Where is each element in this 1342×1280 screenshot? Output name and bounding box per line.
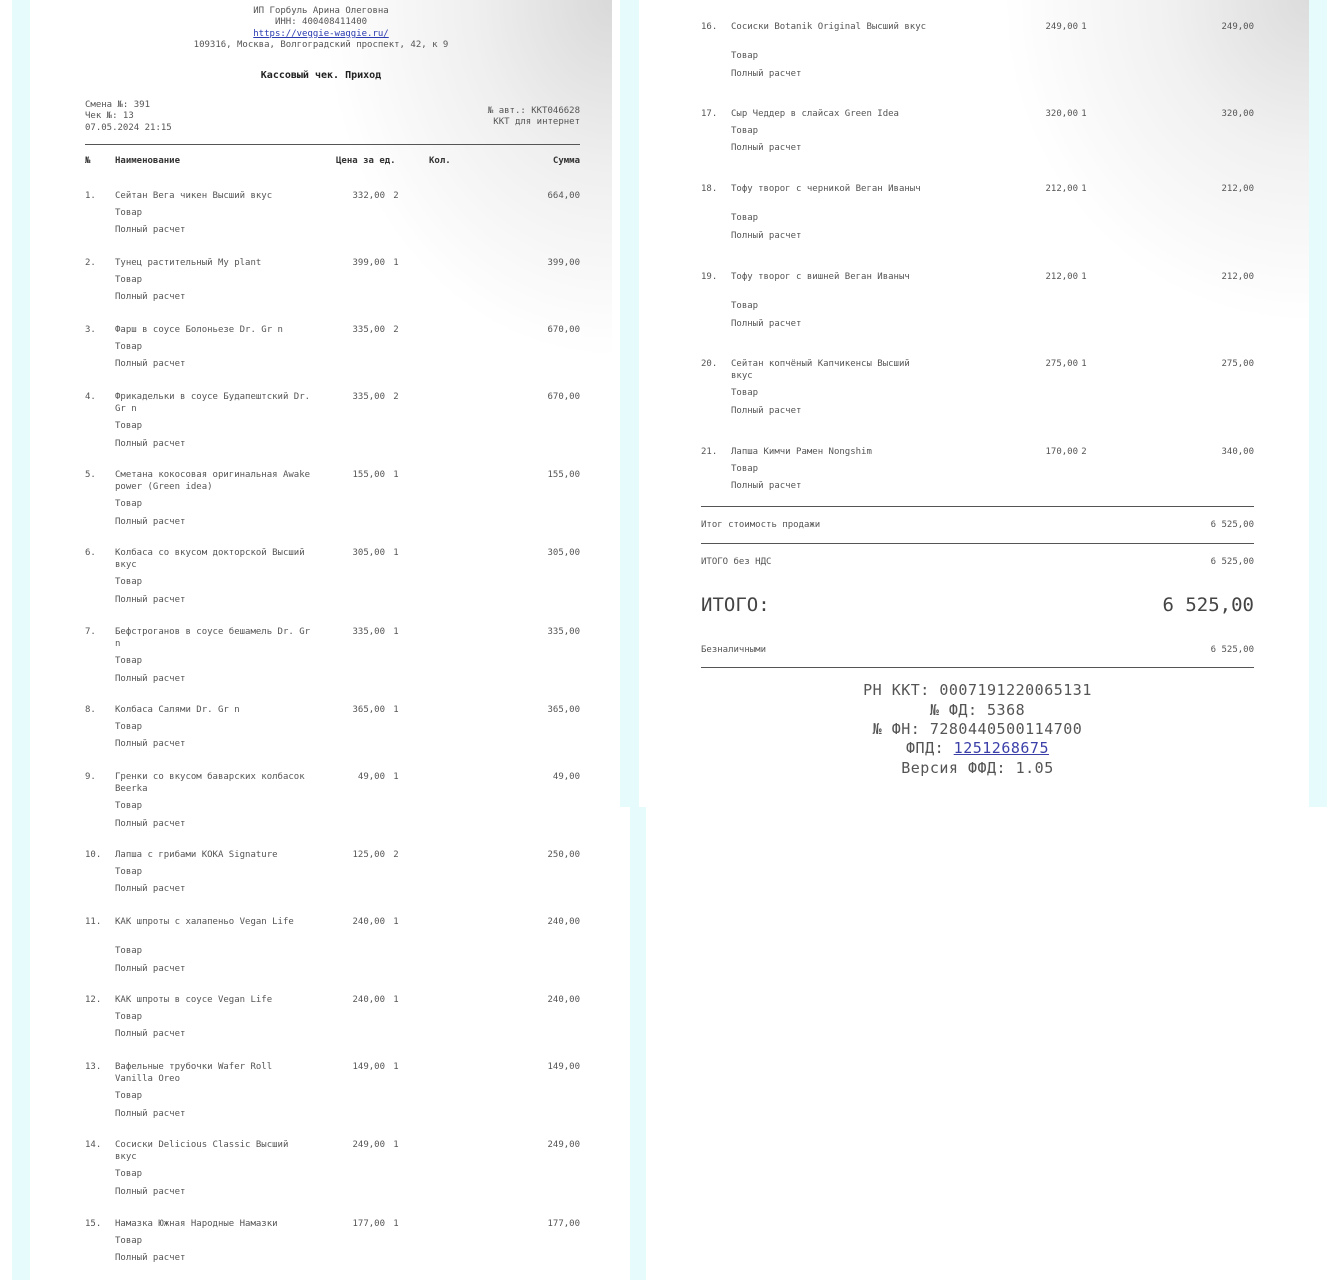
item-payment: Полный расчет xyxy=(731,231,802,241)
item-name: Сыр Чеддер в слайсах Green Idea xyxy=(731,109,899,119)
item-row xyxy=(85,626,580,686)
col-price: Цена за ед. xyxy=(336,156,396,166)
item-payment: Полный расчет xyxy=(115,1109,186,1119)
item-number: 19. xyxy=(701,272,718,282)
fiscal-fn: № ФН: 7280440500114700 xyxy=(872,720,1083,738)
item-qty: 2 xyxy=(393,325,399,335)
item-number: 5. xyxy=(85,470,96,480)
item-payment: Полный расчет xyxy=(115,674,186,684)
item-type: Товар xyxy=(115,722,143,732)
item-payment: Полный расчет xyxy=(115,964,186,974)
item-qty: 1 xyxy=(393,627,399,637)
item-sum: 249,00 xyxy=(1221,22,1254,32)
item-type: Товар xyxy=(115,1091,143,1101)
item-qty: 1 xyxy=(393,548,399,558)
item-sum: 240,00 xyxy=(547,917,580,927)
kkt-type: ККТ для интернет xyxy=(493,117,580,127)
shift-number: Смена №: 391 xyxy=(85,100,151,110)
item-qty: 1 xyxy=(393,1140,399,1150)
item-price: 335,00 xyxy=(352,392,385,402)
item-number: 6. xyxy=(85,548,96,558)
fiscal-fpd-row xyxy=(701,739,1254,759)
item-name: Вафельные трубочки Wafer Roll Vanilla Oreo xyxy=(115,1062,273,1084)
left-margin-tint xyxy=(12,0,30,1280)
item-sum: 212,00 xyxy=(1221,272,1254,282)
item-name: Сосиски Delicious Classic Высший вкус xyxy=(115,1140,289,1162)
header-divider xyxy=(85,144,580,145)
item-number: 14. xyxy=(85,1140,102,1150)
item-type: Товар xyxy=(115,1236,143,1246)
item-qty: 2 xyxy=(393,191,399,201)
novat-label: ИТОГО без НДС xyxy=(701,557,772,567)
item-payment: Полный расчет xyxy=(115,1187,186,1197)
item-price: 177,00 xyxy=(352,1219,385,1229)
item-row xyxy=(85,469,580,529)
item-qty: 2 xyxy=(1081,447,1087,457)
item-number: 8. xyxy=(85,705,96,715)
item-type: Товар xyxy=(115,577,143,587)
item-qty: 1 xyxy=(1081,359,1087,369)
item-type: Товар xyxy=(731,464,759,474)
item-payment: Полный расчет xyxy=(115,359,186,369)
seller-name: ИП Горбуль Арина Олеговна xyxy=(253,6,389,16)
item-qty: 1 xyxy=(393,705,399,715)
item-qty: 2 xyxy=(393,850,399,860)
items-end-divider xyxy=(701,506,1254,507)
right-margin-tint xyxy=(1309,0,1327,807)
item-qty: 1 xyxy=(393,258,399,268)
item-price: 305,00 xyxy=(352,548,385,558)
item-row xyxy=(85,324,580,384)
item-type: Товар xyxy=(115,342,143,352)
auto-number: № авт.: ККТ046628 xyxy=(487,106,580,116)
item-type: Товар xyxy=(115,208,143,218)
item-type: Товар xyxy=(115,275,143,285)
item-row xyxy=(85,849,580,909)
item-row xyxy=(85,547,580,607)
item-sum: 340,00 xyxy=(1221,447,1254,457)
item-price: 275,00 xyxy=(1045,359,1078,369)
item-price: 320,00 xyxy=(1045,109,1078,119)
fiscal-fd: № ФД: 5368 xyxy=(929,701,1026,719)
item-payment: Полный расчет xyxy=(115,517,186,527)
item-name: Тунец растительный My plant xyxy=(115,258,262,268)
item-price: 249,00 xyxy=(1045,22,1078,32)
cashless-divider xyxy=(701,667,1254,668)
item-type: Товар xyxy=(731,126,759,136)
item-type: Товар xyxy=(115,1012,143,1022)
item-payment: Полный расчет xyxy=(115,819,186,829)
item-sum: 664,00 xyxy=(547,191,580,201)
item-sum: 275,00 xyxy=(1221,359,1254,369)
check-number: Чек №: 13 xyxy=(85,111,134,121)
item-type: Товар xyxy=(115,946,143,956)
item-sum: 249,00 xyxy=(547,1140,580,1150)
item-row xyxy=(85,1139,580,1199)
item-payment: Полный расчет xyxy=(115,595,186,605)
item-sum: 250,00 xyxy=(547,850,580,860)
item-row xyxy=(85,704,580,764)
item-sum: 320,00 xyxy=(1221,109,1254,119)
item-payment: Полный расчет xyxy=(115,1253,186,1263)
item-qty: 1 xyxy=(393,1219,399,1229)
item-type: Товар xyxy=(731,388,759,398)
item-qty: 1 xyxy=(393,917,399,927)
novat-value: 6 525,00 xyxy=(1210,557,1254,567)
item-name: Колбаса Салями Dr. Gr n xyxy=(115,705,240,715)
item-payment: Полный расчет xyxy=(731,481,802,491)
col-num: № xyxy=(85,156,91,166)
cashless-value: 6 525,00 xyxy=(1210,645,1254,655)
item-name: КАК шпроты с халапеньо Vegan Life xyxy=(115,917,294,927)
item-payment: Полный расчет xyxy=(115,439,186,449)
item-name: Фарш в соусе Болоньезе Dr. Gr n xyxy=(115,325,283,335)
item-number: 20. xyxy=(701,359,718,369)
item-number: 1. xyxy=(85,191,96,201)
item-price: 149,00 xyxy=(352,1062,385,1072)
item-type: Товар xyxy=(731,213,759,223)
item-number: 13. xyxy=(85,1062,102,1072)
item-price: 365,00 xyxy=(352,705,385,715)
item-number: 11. xyxy=(85,917,102,927)
item-type: Товар xyxy=(115,1169,143,1179)
item-sum: 240,00 xyxy=(547,995,580,1005)
item-name: Гренки со вкусом баварских колбасок Beerka xyxy=(115,772,305,794)
sale-total-label: Итог стоимость продажи xyxy=(701,520,821,530)
item-payment: Полный расчет xyxy=(115,1029,186,1039)
item-number: 9. xyxy=(85,772,96,782)
item-price: 335,00 xyxy=(352,325,385,335)
item-sum: 149,00 xyxy=(547,1062,580,1072)
item-sum: 399,00 xyxy=(547,258,580,268)
item-row xyxy=(701,108,1254,168)
item-name: Сосиски Botanik Original Высший вкус xyxy=(731,22,927,32)
item-type: Товар xyxy=(115,656,143,666)
item-name: Сейтан Вега чикен Высший вкус xyxy=(115,191,273,201)
item-sum: 177,00 xyxy=(547,1219,580,1229)
item-payment: Полный расчет xyxy=(115,292,186,302)
item-name: Бефстроганов в соусе бешамель Dr. Gr n xyxy=(115,627,311,649)
fiscal-fpd-label: ФПД: xyxy=(906,739,954,757)
item-row xyxy=(85,771,580,831)
item-number: 18. xyxy=(701,184,718,194)
item-price: 155,00 xyxy=(352,470,385,480)
item-name: КАК шпроты в соусе Vegan Life xyxy=(115,995,273,1005)
item-name: Колбаса со вкусом докторской Высший вкус xyxy=(115,548,305,570)
item-qty: 1 xyxy=(1081,184,1087,194)
item-name: Лапша с грибами KOKA Signature xyxy=(115,850,278,860)
item-qty: 1 xyxy=(393,1062,399,1072)
item-sum: 365,00 xyxy=(547,705,580,715)
item-qty: 1 xyxy=(1081,22,1087,32)
item-sum: 49,00 xyxy=(552,772,580,782)
seller-address: 109316, Москва, Волгоградский проспект, 42, к 9 xyxy=(193,40,449,50)
item-row xyxy=(85,1061,580,1121)
item-row xyxy=(85,1218,580,1278)
item-number: 3. xyxy=(85,325,96,335)
item-number: 15. xyxy=(85,1219,102,1229)
item-price: 170,00 xyxy=(1045,447,1078,457)
item-row xyxy=(701,358,1254,418)
item-price: 335,00 xyxy=(352,627,385,637)
fiscal-rn: РН ККТ: 0007191220065131 xyxy=(863,681,1092,699)
fiscal-fpd-link[interactable]: 1251268675 xyxy=(953,739,1049,757)
item-name: Тофу творог с черникой Веган Иваныч xyxy=(731,184,921,194)
item-type: Товар xyxy=(115,421,143,431)
col-sum: Сумма xyxy=(552,156,580,166)
item-payment: Полный расчет xyxy=(731,319,802,329)
item-name: Лапша Кимчи Рамен Nongshim xyxy=(731,447,872,457)
fiscal-ffd: Версия ФФД: 1.05 xyxy=(901,759,1054,777)
item-price: 212,00 xyxy=(1045,184,1078,194)
item-price: 399,00 xyxy=(352,258,385,268)
item-qty: 1 xyxy=(1081,109,1087,119)
lower-middle-tint xyxy=(630,807,646,1280)
item-qty: 1 xyxy=(393,470,399,480)
item-payment: Полный расчет xyxy=(731,406,802,416)
item-sum: 305,00 xyxy=(547,548,580,558)
item-price: 49,00 xyxy=(357,772,385,782)
item-number: 7. xyxy=(85,627,96,637)
item-number: 10. xyxy=(85,850,102,860)
item-qty: 2 xyxy=(393,392,399,402)
item-price: 125,00 xyxy=(352,850,385,860)
item-type: Товар xyxy=(731,51,759,61)
item-number: 2. xyxy=(85,258,96,268)
item-payment: Полный расчет xyxy=(115,739,186,749)
item-payment: Полный расчет xyxy=(115,884,186,894)
item-name: Тофу творог с вишней Веган Иваныч xyxy=(731,272,910,282)
receipt-title: Кассовый чек. Приход xyxy=(260,70,382,81)
middle-gap-tint xyxy=(620,0,639,807)
sale-total-divider xyxy=(701,543,1254,544)
cashless-label: Безналичными xyxy=(701,645,767,655)
item-name: Сметана кокосовая оригинальная Awake power (Green idea) xyxy=(115,470,311,492)
seller-inn: ИНН: 400408411400 xyxy=(274,17,368,27)
item-type: Товар xyxy=(115,867,143,877)
item-row xyxy=(701,446,1254,506)
seller-site-link[interactable]: https://veggie-waggie.ru/ xyxy=(253,29,389,39)
item-row xyxy=(701,21,1254,81)
item-price: 212,00 xyxy=(1045,272,1078,282)
item-sum: 155,00 xyxy=(547,470,580,480)
item-sum: 670,00 xyxy=(547,325,580,335)
item-type: Товар xyxy=(115,499,143,509)
item-type: Товар xyxy=(731,301,759,311)
item-qty: 1 xyxy=(393,772,399,782)
item-price: 240,00 xyxy=(352,995,385,1005)
item-number: 16. xyxy=(701,22,718,32)
seller-site-row xyxy=(30,29,612,40)
item-number: 4. xyxy=(85,392,96,402)
item-row xyxy=(85,257,580,317)
item-row xyxy=(85,994,580,1054)
item-qty: 1 xyxy=(393,995,399,1005)
item-sum: 670,00 xyxy=(547,392,580,402)
item-sum: 212,00 xyxy=(1221,184,1254,194)
grand-total-value: 6 525,00 xyxy=(1162,594,1254,616)
item-row xyxy=(85,190,580,250)
sale-total-value: 6 525,00 xyxy=(1210,520,1254,530)
item-name: Намазка Южная Народные Намазки xyxy=(115,1219,278,1229)
item-sum: 335,00 xyxy=(547,627,580,637)
item-payment: Полный расчет xyxy=(731,143,802,153)
col-name: Наименование xyxy=(115,156,181,166)
item-name: Сейтан копчёный Капчикенсы Высший вкус xyxy=(731,359,910,381)
item-price: 249,00 xyxy=(352,1140,385,1150)
item-name: Фрикадельки в соусе Будапештский Dr. Gr n xyxy=(115,392,311,414)
item-payment: Полный расчет xyxy=(115,225,186,235)
item-number: 17. xyxy=(701,109,718,119)
item-price: 332,00 xyxy=(352,191,385,201)
item-number: 21. xyxy=(701,447,718,457)
grand-total-label: ИТОГО: xyxy=(701,594,770,616)
item-row xyxy=(701,271,1254,331)
item-row xyxy=(85,391,580,451)
item-row xyxy=(701,183,1254,243)
item-price: 240,00 xyxy=(352,917,385,927)
item-number: 12. xyxy=(85,995,102,1005)
item-qty: 1 xyxy=(1081,272,1087,282)
col-qty: Кол. xyxy=(429,156,451,166)
item-payment: Полный расчет xyxy=(731,69,802,79)
item-row xyxy=(85,916,580,976)
receipt-datetime: 07.05.2024 21:15 xyxy=(85,123,172,133)
item-type: Товар xyxy=(115,801,143,811)
